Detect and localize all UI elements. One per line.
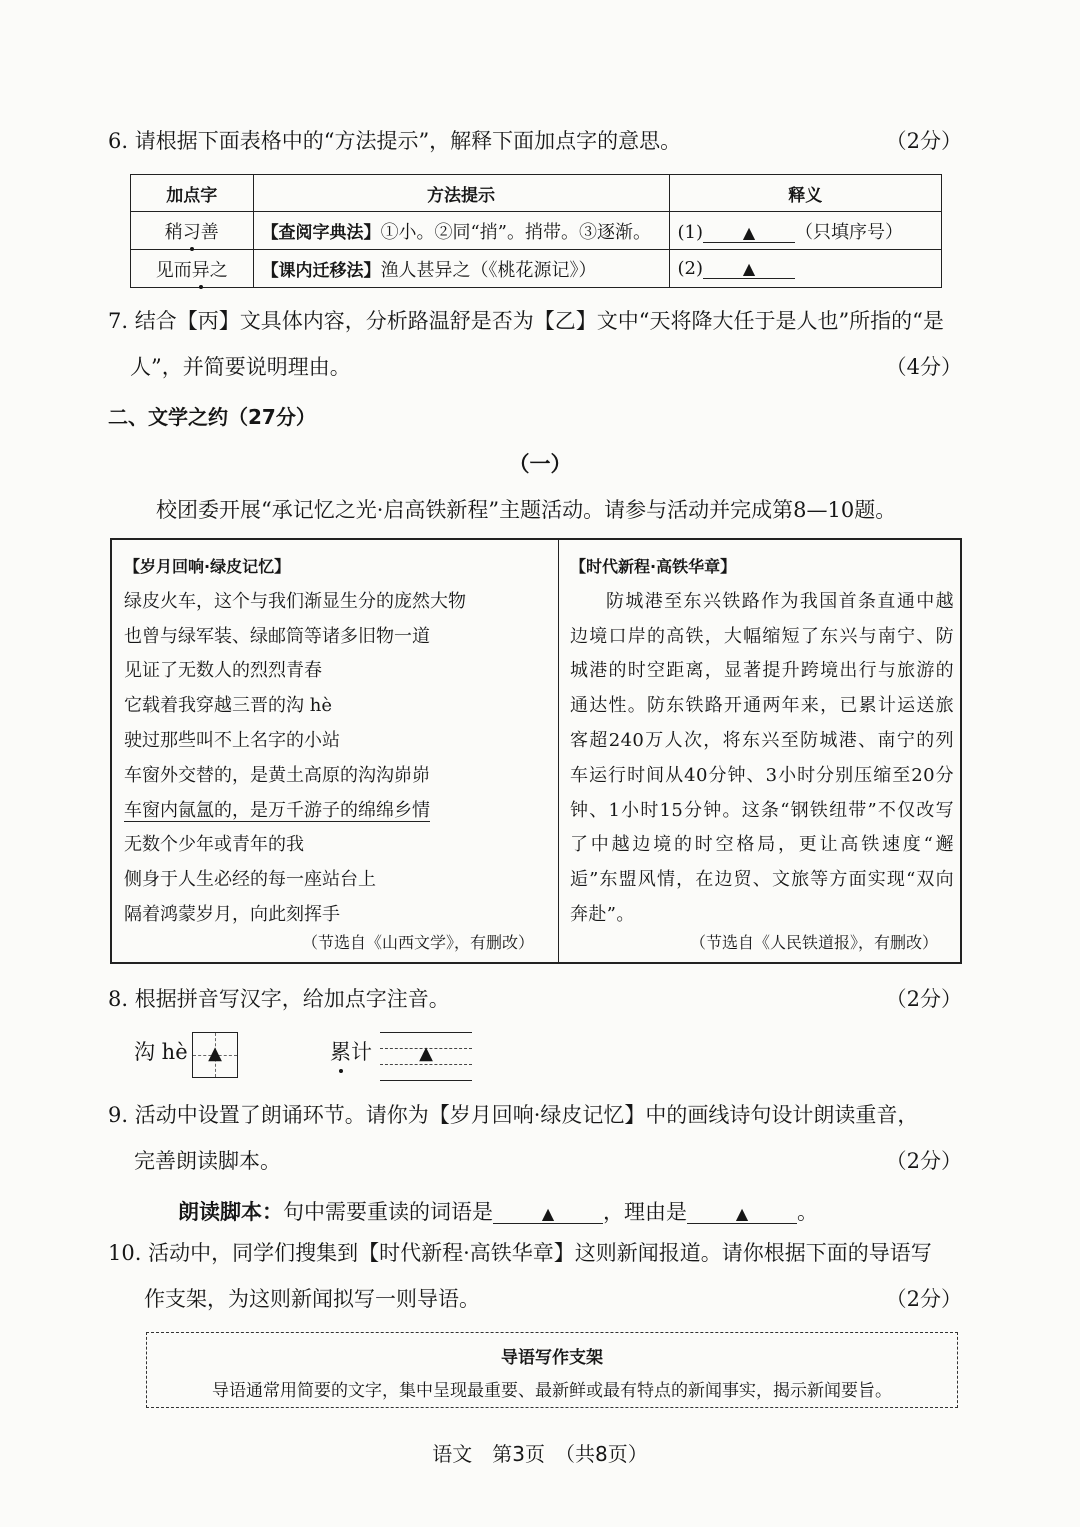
dotted-char: 异: [192, 256, 210, 282]
question-10-line2: 作支架，为这则新闻拟写一则导语。: [144, 1287, 480, 1311]
poem-line: 驶过那些叫不上名字的小站: [124, 729, 340, 751]
poem-line: 隔着鸿蒙岁月，向此刻挥手: [124, 903, 340, 925]
method-label: 【查阅字典法】: [261, 222, 381, 243]
question-9-line1: 9. 活动中设置了朗诵环节。请你为【岁月回响·绿皮记忆】中的画线诗句设计朗读重音，: [108, 1103, 919, 1127]
method-label: 【课内迁移法】: [261, 260, 381, 281]
line: [380, 1064, 472, 1065]
reading-script: [178, 1196, 818, 1226]
news-text: 防城港至东兴铁路作为我国首条直通中越边境口岸的高铁，大幅缩短了东兴与南宁、防城港的时空距离，显著提升跨境出行与旅游的通达性。防东铁路开通两年来，已累计运送旅客超240万人次，将东兴至防城港、南宁的列车运行时间从40分钟、3小时分别压缩至20分钟、1小时15分钟。这条“钢铁纽带”不仅改写了中越边境的时空格局，更让高铁速度“邂逅”东盟风情，在边贸、文旅等方面实现“双向奔赴”。: [570, 590, 954, 925]
question-8: 8. 根据拼音写汉字，给加点字注音。: [108, 987, 450, 1011]
table-row: [131, 212, 942, 250]
question-10-line1: 10. 活动中，同学们搜集到【时代新程·高铁华章】这则新闻报道。请你根据下面的导语写: [108, 1241, 932, 1265]
answer-blank[interactable]: ▲: [703, 223, 795, 243]
news-column: [570, 550, 954, 933]
writing-frame-text: 导语通常用简要的文字，集中呈现最重要、最新鲜或最有特点的新闻事实，揭示新闻要旨。: [212, 1381, 892, 1401]
word-part: 计: [351, 1040, 372, 1064]
script-text: 。: [797, 1200, 818, 1224]
answer-blank[interactable]: ▲: [687, 1204, 797, 1224]
part-title: （一）: [508, 452, 572, 476]
table-header: 释义: [669, 175, 941, 212]
answer-mark: ▲: [419, 1043, 433, 1064]
poem-column: [124, 550, 550, 933]
poem-line: 也曾与绿军装、绿邮筒等诸多旧物一道: [124, 625, 430, 647]
section-title: 二、文学之约（27分）: [108, 405, 316, 429]
method-text: ①小。②同“捎”。捎带。③逐渐。: [380, 221, 651, 243]
table-row: [131, 250, 942, 288]
dotted-char: 习: [183, 218, 201, 244]
question-7-score: （4分）: [885, 355, 962, 379]
answer-blank[interactable]: ▲: [703, 259, 795, 279]
answer-number: (2): [677, 258, 704, 279]
pinyin-label: 沟 hè: [134, 1040, 188, 1064]
writing-frame-title: 导语写作支架: [501, 1348, 603, 1368]
question-6-score: （2分）: [885, 129, 962, 153]
question-8-score: （2分）: [885, 987, 962, 1011]
writing-frame-box: [146, 1332, 958, 1408]
answer-note: （只填序号）: [795, 221, 904, 243]
word-part: 稍: [164, 221, 183, 243]
line: [380, 1032, 472, 1033]
character-grid[interactable]: [192, 1032, 238, 1078]
box-divider: [558, 540, 559, 962]
question-9-line2: 完善朗读脚本。: [134, 1149, 281, 1173]
question-9-score: （2分）: [885, 1149, 962, 1173]
answer-cell[interactable]: [669, 250, 941, 288]
poem-source: （节选自《山西文学》，有删改）: [302, 933, 535, 952]
pinyin-lines[interactable]: [380, 1032, 472, 1082]
poem-line: 见证了无数人的烈烈青春: [124, 660, 322, 682]
poem-line: 侧身于人生必经的每一座站台上: [124, 869, 376, 891]
news-source: （节选自《人民铁道报》，有删改）: [690, 933, 939, 952]
word-part: 之: [209, 259, 228, 281]
method-table: [130, 174, 942, 288]
dotted-char: 累: [330, 1036, 351, 1066]
line: [380, 1080, 472, 1081]
poem-line: 它载着我穿越三晋的沟 hè: [124, 695, 332, 717]
answer-mark: ▲: [208, 1043, 222, 1064]
method-text: 渔人甚异之（《桃花源记》）: [380, 259, 597, 281]
word-label: [330, 1036, 372, 1066]
underlined-text: 车窗内氤氲的，是万千游子的绵绵乡情: [124, 799, 430, 821]
question-10-score: （2分）: [885, 1287, 962, 1311]
question-7-line1: 7. 结合【丙】文具体内容，分析路温舒是否为【乙】文中“天将降大任于是人也”所指的“是: [108, 309, 944, 333]
table-header: 方法提示: [253, 175, 669, 212]
table-header: 加点字: [131, 175, 254, 212]
page-footer: 语文 第3页 （共8页）: [432, 1442, 648, 1466]
answer-blank[interactable]: ▲: [493, 1204, 603, 1224]
poem-line: 车窗外交替的，是黄土高原的沟沟峁峁: [124, 764, 430, 786]
dotted-word-cell: [131, 250, 254, 288]
poem-title: 【岁月回响·绿皮记忆】: [124, 557, 291, 576]
table-header-row: [131, 175, 942, 212]
word-part: 见而: [155, 259, 192, 281]
poem-line: 绿皮火车，这个与我们渐显生分的庞然大物: [124, 590, 466, 612]
method-cell: [253, 212, 669, 250]
question-7-line2: 人”，并简要说明理由。: [130, 355, 351, 379]
news-title: 【时代新程·高铁华章】: [570, 557, 737, 576]
question-6: 6. 请根据下面表格中的“方法提示”，解释下面加点字的意思。: [108, 129, 682, 153]
method-cell: [253, 250, 669, 288]
script-text: ，理由是: [603, 1200, 687, 1224]
poem-line: 无数个少年或青年的我: [124, 834, 304, 856]
answer-cell[interactable]: [669, 212, 941, 250]
script-text: 句中需要重读的词语是: [283, 1200, 493, 1224]
poem-line-underlined: [124, 794, 550, 829]
activity-intro: 校团委开展“承记忆之光·启高铁新程”主题活动。请参与活动并完成第8—10题。: [156, 498, 897, 522]
reading-materials-box: [110, 538, 962, 964]
answer-number: (1): [677, 221, 704, 243]
script-label: 朗读脚本：: [178, 1200, 283, 1224]
word-part: 善: [200, 221, 219, 243]
dotted-word-cell: [131, 212, 254, 250]
